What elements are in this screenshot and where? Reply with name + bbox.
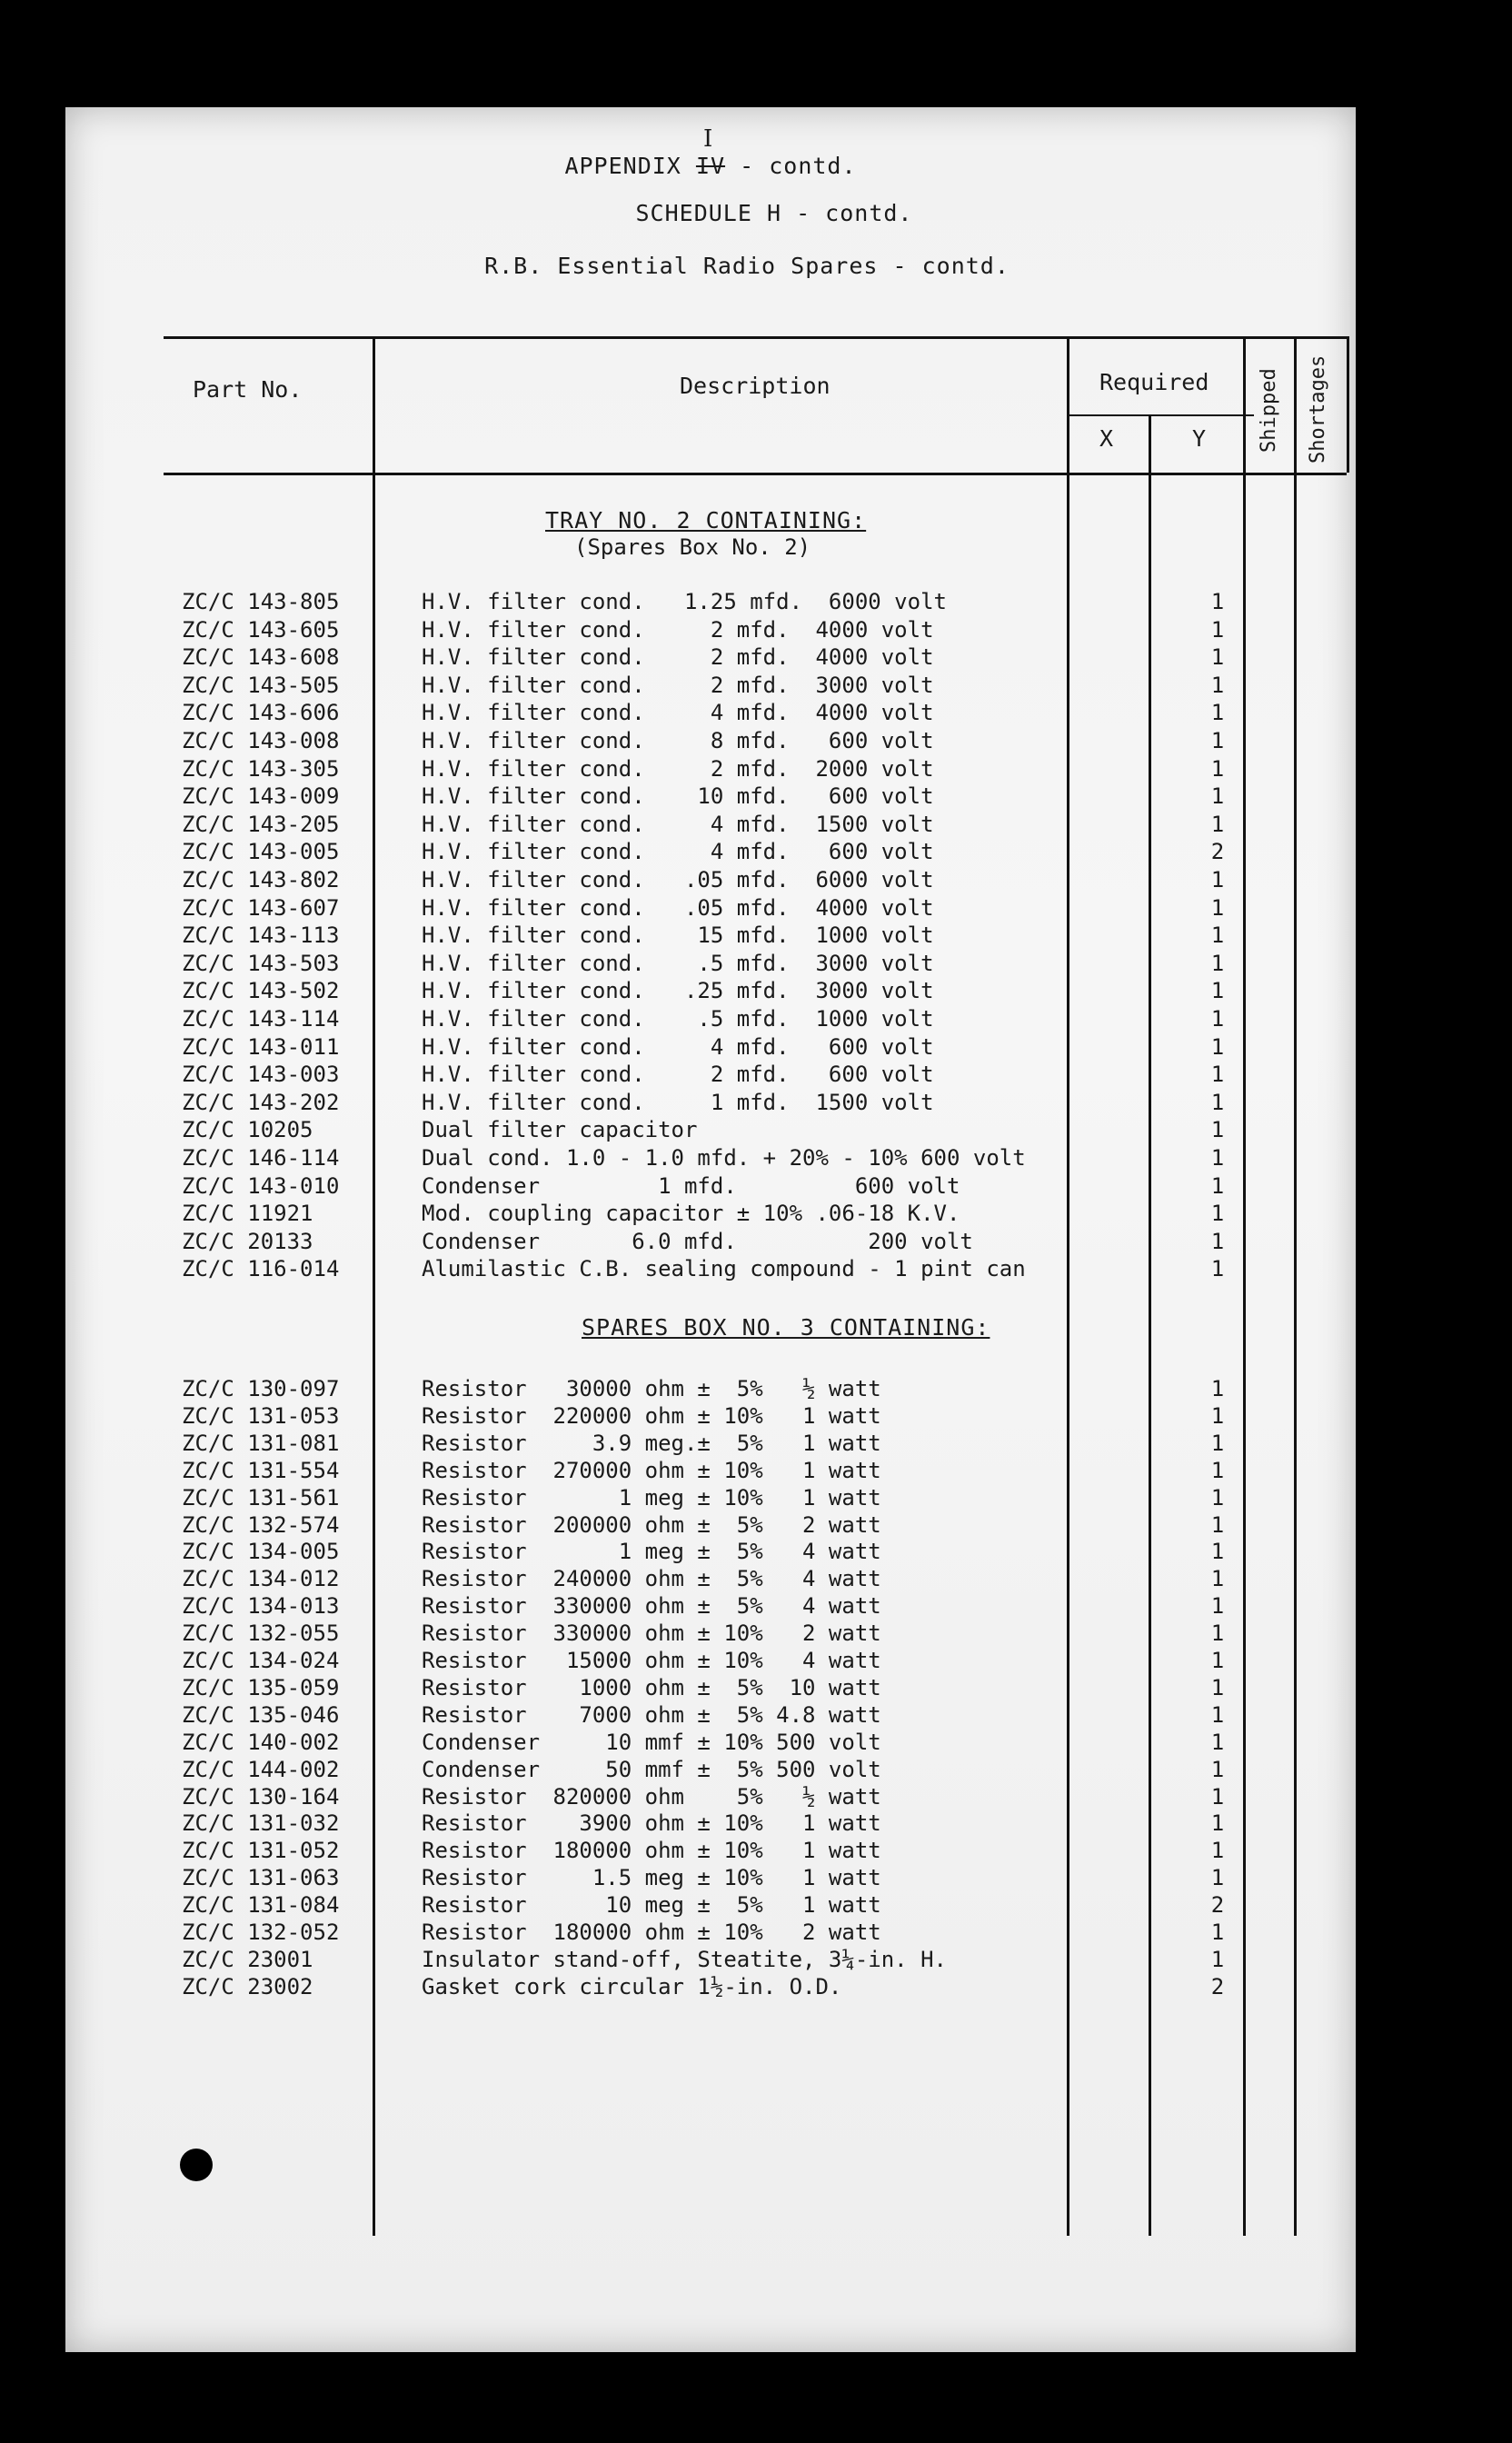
required-y-quantity: 1 xyxy=(1210,589,1225,614)
table-row xyxy=(65,1675,1356,1702)
item-description: Resistor 820000 ohm 5% ½ watt xyxy=(422,1783,881,1810)
required-y-quantity: 1 xyxy=(1210,1539,1225,1565)
required-y-quantity: 1 xyxy=(1210,1920,1225,1945)
item-description: Condenser 10 mmf ± 10% 500 volt xyxy=(422,1729,881,1755)
part-number: ZC/C 132-052 xyxy=(182,1920,340,1945)
required-y-quantity: 2 xyxy=(1210,1892,1225,1919)
table-row xyxy=(65,922,1356,950)
part-number: ZC/C 143-005 xyxy=(182,839,340,865)
table-row xyxy=(65,867,1356,894)
table-row xyxy=(65,1201,1356,1228)
appendix-numeral xyxy=(695,125,740,179)
part-number: ZC/C 134-012 xyxy=(182,1566,340,1592)
part-number: ZC/C 135-059 xyxy=(182,1674,340,1700)
item-description: Resistor 30000 ohm ± 5% ½ watt xyxy=(422,1376,881,1401)
table-row xyxy=(65,1512,1356,1540)
part-number: ZC/C 131-032 xyxy=(182,1810,340,1837)
part-number: ZC/C 143-003 xyxy=(182,1062,340,1088)
part-number: ZC/C 10205 xyxy=(182,1117,313,1143)
item-description: H.V. filter cond. .5 mfd. 3000 volt xyxy=(422,950,934,976)
table-row xyxy=(65,644,1356,672)
part-number: ZC/C 131-084 xyxy=(182,1892,340,1919)
column-header-y: Y xyxy=(1192,425,1207,452)
required-y-quantity: 1 xyxy=(1210,1430,1225,1456)
required-y-quantity: 1 xyxy=(1210,616,1225,643)
table-row xyxy=(65,1620,1356,1648)
item-description: H.V. filter cond. 8 mfd. 600 volt xyxy=(422,728,934,753)
section-subtitle-tray-2: (Spares Box No. 2) xyxy=(574,534,811,560)
item-description: H.V. filter cond. 15 mfd. 1000 volt xyxy=(422,922,934,949)
item-description: Mod. coupling capacitor ± 10% .06-18 K.V. xyxy=(422,1201,960,1227)
item-description: Insulator stand-off, Steatite, 3¼-in. H. xyxy=(422,1946,947,1972)
table-row xyxy=(65,1784,1356,1811)
item-description: Alumilastic C.B. sealing compound - 1 pint can xyxy=(422,1256,1026,1282)
part-number: ZC/C 23002 xyxy=(182,1973,313,1999)
part-number: ZC/C 131-052 xyxy=(182,1838,340,1864)
item-description: Resistor 180000 ohm ± 10% 2 watt xyxy=(422,1920,881,1945)
required-y-quantity: 1 xyxy=(1210,728,1225,753)
table-row xyxy=(65,1838,1356,1865)
part-number: ZC/C 130-164 xyxy=(182,1783,340,1810)
part-number: ZC/C 23001 xyxy=(182,1946,313,1972)
required-y-quantity: 1 xyxy=(1210,1117,1225,1143)
table-row xyxy=(65,1892,1356,1920)
part-number: ZC/C 143-505 xyxy=(182,672,340,698)
table-row xyxy=(65,1229,1356,1256)
table-row xyxy=(65,1593,1356,1620)
part-number: ZC/C 143-503 xyxy=(182,950,340,976)
item-description: H.V. filter cond. 2 mfd. 600 volt xyxy=(422,1062,934,1088)
item-description: Resistor 270000 ohm ± 10% 1 watt xyxy=(422,1457,881,1483)
required-y-quantity: 1 xyxy=(1210,1256,1225,1282)
table-header-rule xyxy=(164,473,1347,475)
appendix-heading xyxy=(65,125,1356,179)
part-number: ZC/C 143-805 xyxy=(182,589,340,614)
table-row xyxy=(65,1034,1356,1062)
item-description: Gasket cork circular 1½-in. O.D. xyxy=(422,1973,842,1999)
schedule-heading: SCHEDULE H - contd. xyxy=(635,200,913,226)
column-header-x: X xyxy=(1099,425,1114,452)
table-row xyxy=(65,756,1356,783)
required-y-quantity: 1 xyxy=(1210,1145,1225,1171)
item-description: Resistor 7000 ohm ± 5% 4.8 watt xyxy=(422,1701,881,1728)
item-description: H.V. filter cond. .05 mfd. 4000 volt xyxy=(422,894,934,921)
table-row xyxy=(65,978,1356,1005)
required-y-quantity: 1 xyxy=(1210,1511,1225,1538)
appendix-struck-numeral: IV xyxy=(695,153,726,179)
table-row xyxy=(65,1810,1356,1838)
required-y-quantity: 1 xyxy=(1210,1648,1225,1673)
part-number: ZC/C 143-205 xyxy=(182,811,340,837)
required-y-quantity: 1 xyxy=(1210,867,1225,892)
item-description: Resistor 15000 ohm ± 10% 4 watt xyxy=(422,1648,881,1673)
table-row xyxy=(65,1757,1356,1784)
shortages-column-divider xyxy=(1347,336,1349,473)
table-top-rule xyxy=(164,336,1347,339)
item-description: H.V. filter cond. 4 mfd. 600 volt xyxy=(422,1033,934,1060)
item-description: Resistor 3900 ohm ± 10% 1 watt xyxy=(422,1810,881,1837)
part-number: ZC/C 140-002 xyxy=(182,1729,340,1755)
required-y-quantity: 1 xyxy=(1210,1402,1225,1429)
item-description: H.V. filter cond. 2 mfd. 4000 volt xyxy=(422,644,934,671)
part-number: ZC/C 131-554 xyxy=(182,1457,340,1483)
required-y-quantity: 1 xyxy=(1210,1865,1225,1891)
required-y-quantity: 1 xyxy=(1210,1783,1225,1810)
table-row xyxy=(65,1947,1356,1974)
appendix-prefix: APPENDIX xyxy=(564,153,681,179)
item-description: H.V. filter cond. 1.25 mfd. 6000 volt xyxy=(422,589,947,614)
part-number: ZC/C 135-046 xyxy=(182,1701,340,1728)
table-row xyxy=(65,1458,1356,1485)
item-description: Dual filter capacitor xyxy=(422,1117,698,1143)
item-description: H.V. filter cond. .25 mfd. 3000 volt xyxy=(422,978,934,1004)
table-row xyxy=(65,1865,1356,1892)
required-split-rule xyxy=(1067,414,1254,416)
item-description: Resistor 330000 ohm ± 10% 2 watt xyxy=(422,1620,881,1647)
required-y-quantity: 1 xyxy=(1210,1674,1225,1700)
table-row xyxy=(65,1173,1356,1201)
table-row xyxy=(65,1376,1356,1403)
required-y-quantity: 1 xyxy=(1210,1201,1225,1227)
subtitle-heading: R.B. Essential Radio Spares - contd. xyxy=(484,253,1010,279)
table-row xyxy=(65,728,1356,755)
table-row xyxy=(65,617,1356,644)
item-description: Resistor 10 meg ± 5% 1 watt xyxy=(422,1892,881,1919)
part-number: ZC/C 134-024 xyxy=(182,1648,340,1673)
part-number: ZC/C 143-010 xyxy=(182,1172,340,1199)
table-row xyxy=(65,1403,1356,1431)
required-y-quantity: 1 xyxy=(1210,978,1225,1004)
item-description: H.V. filter cond. 4 mfd. 4000 volt xyxy=(422,700,934,726)
item-description: Resistor 200000 ohm ± 5% 2 watt xyxy=(422,1511,881,1538)
part-number: ZC/C 134-013 xyxy=(182,1593,340,1620)
table-row xyxy=(65,783,1356,811)
item-description: H.V. filter cond. 10 mfd. 600 volt xyxy=(422,783,934,810)
table-row xyxy=(65,1256,1356,1283)
required-y-quantity: 2 xyxy=(1210,839,1225,865)
required-y-quantity: 1 xyxy=(1210,894,1225,921)
item-description: Resistor 1 meg ± 5% 4 watt xyxy=(422,1539,881,1565)
part-number: ZC/C 143-113 xyxy=(182,922,340,949)
table-row xyxy=(65,1566,1356,1593)
table-row xyxy=(65,1006,1356,1033)
item-description: Resistor 240000 ohm ± 5% 4 watt xyxy=(422,1566,881,1592)
required-y-quantity: 1 xyxy=(1210,700,1225,726)
required-y-quantity: 1 xyxy=(1210,1089,1225,1115)
part-number: ZC/C 143-502 xyxy=(182,978,340,1004)
required-y-quantity: 1 xyxy=(1210,1593,1225,1620)
table-row xyxy=(65,1145,1356,1172)
item-description: Resistor 220000 ohm ± 10% 1 watt xyxy=(422,1402,881,1429)
part-number: ZC/C 143-011 xyxy=(182,1033,340,1060)
part-number: ZC/C 143-802 xyxy=(182,867,340,892)
part-number: ZC/C 143-606 xyxy=(182,700,340,726)
part-number: ZC/C 143-202 xyxy=(182,1089,340,1115)
required-y-quantity: 1 xyxy=(1210,1228,1225,1254)
column-header-description: Description xyxy=(680,373,831,399)
required-y-quantity: 1 xyxy=(1210,1838,1225,1864)
item-description: Dual cond. 1.0 - 1.0 mfd. + 20% - 10% 600 volt xyxy=(422,1145,1026,1171)
table-row xyxy=(65,1730,1356,1757)
item-description: Resistor 330000 ohm ± 5% 4 watt xyxy=(422,1593,881,1620)
table-row xyxy=(65,1702,1356,1730)
required-y-quantity: 1 xyxy=(1210,755,1225,782)
column-header-shipped: Shipped xyxy=(1258,368,1280,453)
item-description: H.V. filter cond. .05 mfd. 6000 volt xyxy=(422,867,934,892)
table-row xyxy=(65,812,1356,839)
part-number: ZC/C 146-114 xyxy=(182,1145,340,1171)
table-row xyxy=(65,1974,1356,2001)
item-description: H.V. filter cond. 2 mfd. 2000 volt xyxy=(422,755,934,782)
part-number: ZC/C 11921 xyxy=(182,1201,313,1227)
appendix-corrected-numeral: I xyxy=(702,125,714,153)
table-row xyxy=(65,1431,1356,1458)
required-y-quantity: 1 xyxy=(1210,950,1225,976)
item-description: H.V. filter cond. .5 mfd. 1000 volt xyxy=(422,1006,934,1032)
part-number: ZC/C 116-014 xyxy=(182,1256,340,1282)
required-y-quantity: 1 xyxy=(1210,1376,1225,1401)
required-y-quantity: 1 xyxy=(1210,644,1225,671)
part-number: ZC/C 132-055 xyxy=(182,1620,340,1647)
required-y-quantity: 1 xyxy=(1210,1033,1225,1060)
table-row xyxy=(65,1117,1356,1144)
table-row xyxy=(65,1485,1356,1512)
section-title-spares-box-3: SPARES BOX NO. 3 CONTAINING: xyxy=(582,1314,990,1341)
required-y-quantity: 2 xyxy=(1210,1973,1225,1999)
item-description: Resistor 1000 ohm ± 5% 10 watt xyxy=(422,1674,881,1700)
part-number: ZC/C 143-605 xyxy=(182,616,340,643)
required-y-quantity: 1 xyxy=(1210,1172,1225,1199)
table-row xyxy=(65,1920,1356,1947)
column-header-part-no: Part No. xyxy=(193,376,303,403)
item-description: Condenser 1 mfd. 600 volt xyxy=(422,1172,960,1199)
part-number: ZC/C 143-008 xyxy=(182,728,340,753)
item-description: H.V. filter cond. 4 mfd. 600 volt xyxy=(422,839,934,865)
required-y-quantity: 1 xyxy=(1210,1701,1225,1728)
item-description: Resistor 1 meg ± 10% 1 watt xyxy=(422,1484,881,1511)
required-y-quantity: 1 xyxy=(1210,1729,1225,1755)
section-title-tray-2: TRAY NO. 2 CONTAINING: xyxy=(545,507,867,533)
item-description: Resistor 3.9 meg.± 5% 1 watt xyxy=(422,1430,881,1456)
required-y-quantity: 1 xyxy=(1210,1062,1225,1088)
part-number: ZC/C 143-114 xyxy=(182,1006,340,1032)
table-row xyxy=(65,839,1356,866)
part-number: ZC/C 20133 xyxy=(182,1228,313,1254)
column-header-required: Required xyxy=(1099,369,1209,395)
required-y-quantity: 1 xyxy=(1210,922,1225,949)
required-y-quantity: 1 xyxy=(1210,1484,1225,1511)
part-number: ZC/C 144-002 xyxy=(182,1756,340,1782)
table-row xyxy=(65,1648,1356,1675)
part-number: ZC/C 143-608 xyxy=(182,644,340,671)
item-description: Resistor 180000 ohm ± 10% 1 watt xyxy=(422,1838,881,1864)
part-number: ZC/C 143-305 xyxy=(182,755,340,782)
document-page xyxy=(65,107,1356,2352)
required-y-quantity: 1 xyxy=(1210,672,1225,698)
item-description: Condenser 50 mmf ± 5% 500 volt xyxy=(422,1756,881,1782)
table-row xyxy=(65,1062,1356,1089)
part-number: ZC/C 132-574 xyxy=(182,1511,340,1538)
table-row xyxy=(65,700,1356,727)
item-description: H.V. filter cond. 1 mfd. 1500 volt xyxy=(422,1089,934,1115)
required-y-quantity: 1 xyxy=(1210,1457,1225,1483)
part-number: ZC/C 143-607 xyxy=(182,894,340,921)
required-y-quantity: 1 xyxy=(1210,1810,1225,1837)
punch-hole-mark xyxy=(180,2149,213,2181)
part-number: ZC/C 131-081 xyxy=(182,1430,340,1456)
part-number: ZC/C 130-097 xyxy=(182,1376,340,1401)
part-number: ZC/C 131-053 xyxy=(182,1402,340,1429)
required-y-quantity: 1 xyxy=(1210,1946,1225,1972)
table-row xyxy=(65,673,1356,700)
required-y-quantity: 1 xyxy=(1210,811,1225,837)
item-description: H.V. filter cond. 2 mfd. 4000 volt xyxy=(422,616,934,643)
item-description: H.V. filter cond. 4 mfd. 1500 volt xyxy=(422,811,934,837)
required-y-quantity: 1 xyxy=(1210,1756,1225,1782)
required-y-quantity: 1 xyxy=(1210,783,1225,810)
table-row xyxy=(65,895,1356,922)
part-number: ZC/C 131-063 xyxy=(182,1865,340,1891)
table-row xyxy=(65,951,1356,978)
part-number: ZC/C 143-009 xyxy=(182,783,340,810)
appendix-suffix: - contd. xyxy=(740,153,857,179)
part-number: ZC/C 134-005 xyxy=(182,1539,340,1565)
table-row xyxy=(65,589,1356,616)
table-row xyxy=(65,1090,1356,1117)
table-row xyxy=(65,1539,1356,1566)
required-y-quantity: 1 xyxy=(1210,1006,1225,1032)
required-y-quantity: 1 xyxy=(1210,1620,1225,1647)
column-header-shortages: Shortages xyxy=(1307,354,1329,464)
item-description: Resistor 1.5 meg ± 10% 1 watt xyxy=(422,1865,881,1891)
item-description: Condenser 6.0 mfd. 200 volt xyxy=(422,1228,973,1254)
item-description: H.V. filter cond. 2 mfd. 3000 volt xyxy=(422,672,934,698)
required-y-quantity: 1 xyxy=(1210,1566,1225,1592)
part-number: ZC/C 131-561 xyxy=(182,1484,340,1511)
